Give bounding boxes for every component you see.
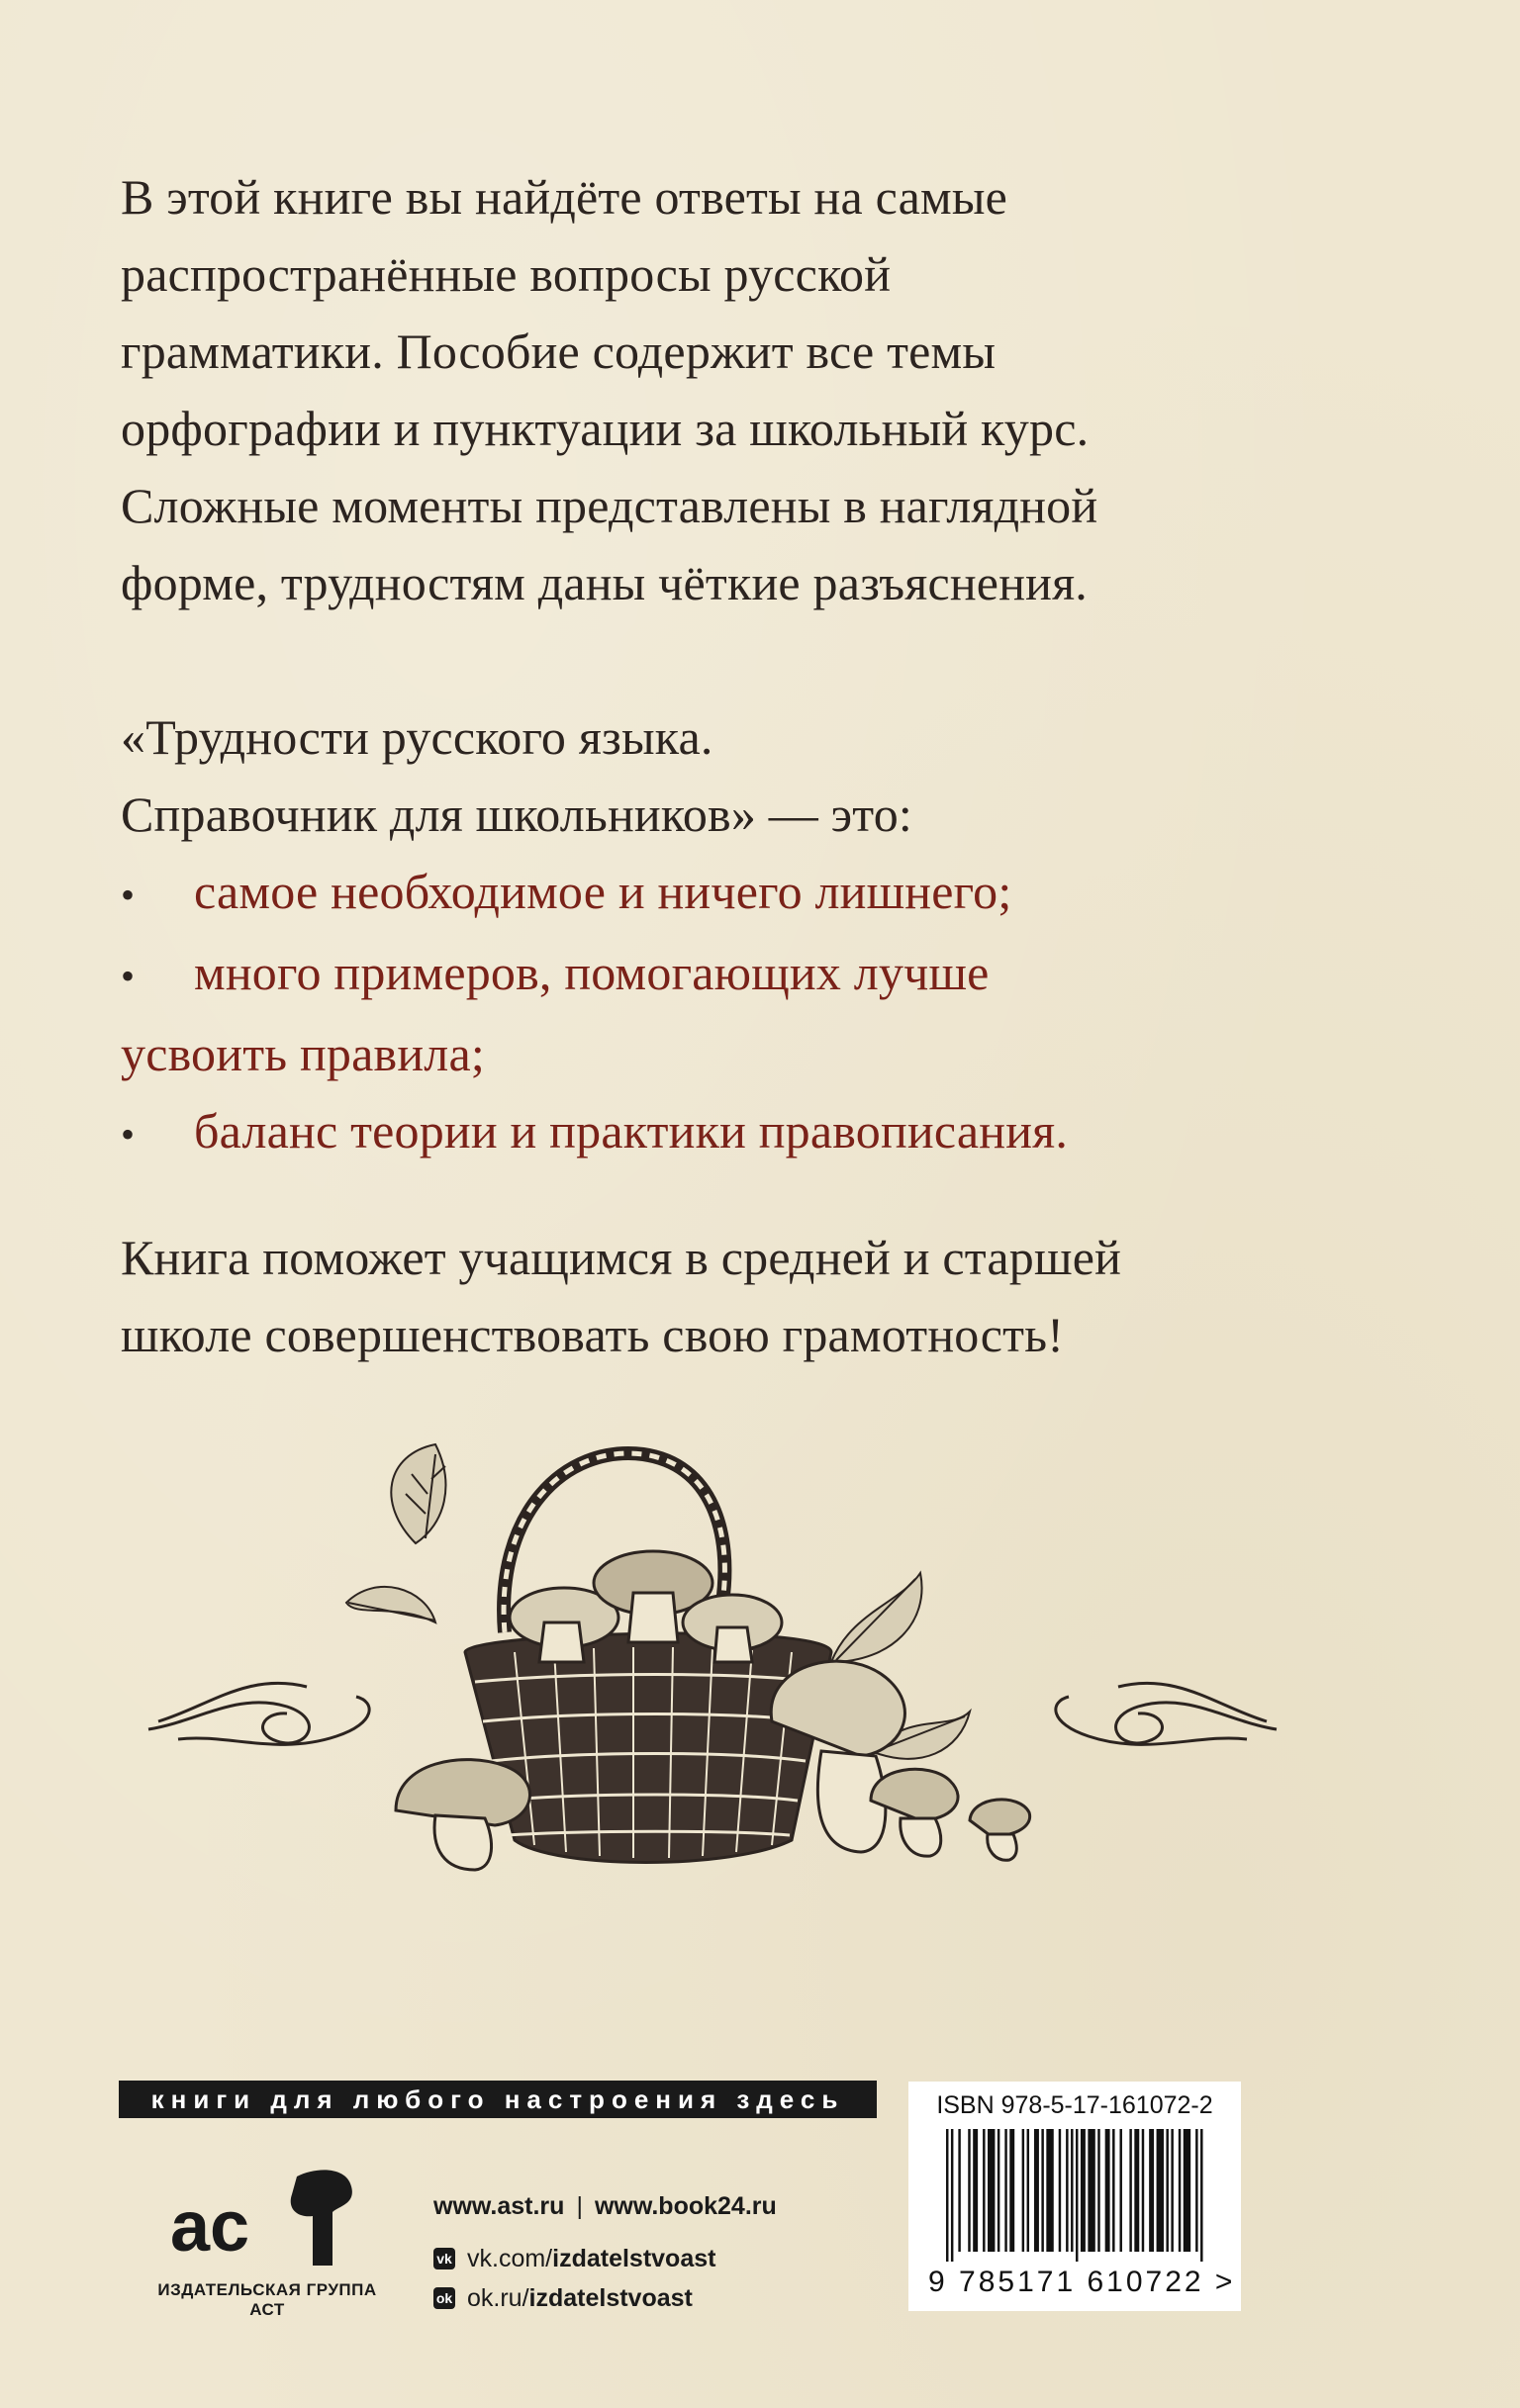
feature-item bbox=[121, 853, 1427, 934]
intro-line: распространённые вопросы русской bbox=[121, 246, 892, 302]
barcode-bar bbox=[1142, 2129, 1144, 2252]
intro-line: форме, трудностям даны чёткие разъяснения. bbox=[121, 555, 1089, 610]
barcode-bar bbox=[1157, 2129, 1164, 2252]
barcode-bar bbox=[1129, 2129, 1131, 2252]
barcode-bar bbox=[1004, 2129, 1006, 2252]
ok-prefix: ok.ru/ bbox=[467, 2283, 529, 2312]
feature-text: самое необходимое и ничего лишнего; bbox=[194, 864, 1012, 919]
barcode-bar bbox=[1179, 2129, 1181, 2252]
ok-row[interactable] bbox=[433, 2281, 777, 2315]
ok-icon: ok bbox=[433, 2287, 455, 2309]
website-row bbox=[433, 2186, 777, 2226]
ok-handle: izdatelstvoast bbox=[528, 2283, 693, 2312]
closing-line: школе совершенствовать свою грамотность! bbox=[121, 1307, 1065, 1362]
barcode-bar bbox=[1027, 2129, 1029, 2252]
intro-paragraph bbox=[121, 158, 1427, 621]
barcode-bar bbox=[968, 2129, 970, 2252]
contact-links bbox=[433, 2186, 777, 2321]
ast-logo-icon bbox=[148, 2157, 376, 2275]
barcode-bar bbox=[998, 2129, 999, 2252]
publisher-name: ИЗДАТЕЛЬСКАЯ ГРУППА АСТ bbox=[157, 2280, 377, 2319]
vk-handle: izdatelstvoast bbox=[552, 2244, 716, 2272]
closing-line: Книга поможет учащимся в средней и старшей bbox=[121, 1230, 1122, 1285]
features-heading: «Трудности русского языка. bbox=[121, 709, 713, 765]
vk-icon: vk bbox=[433, 2248, 455, 2269]
feature-item bbox=[121, 934, 1427, 1015]
bullet-icon: • bbox=[121, 873, 136, 917]
features-block bbox=[121, 698, 1427, 1173]
barcode-bar bbox=[1166, 2129, 1168, 2252]
feature-text: много примеров, помогающих лучше bbox=[194, 945, 990, 1000]
barcode-bar bbox=[1097, 2129, 1099, 2252]
intro-line: Сложные моменты представлены в наглядной bbox=[121, 478, 1098, 533]
isbn-barcode-box bbox=[908, 2082, 1241, 2311]
barcode-bar bbox=[983, 2129, 985, 2252]
barcode-bar bbox=[1119, 2129, 1121, 2252]
barcode-bar bbox=[1134, 2129, 1139, 2252]
vk-prefix: vk.com/ bbox=[467, 2244, 553, 2272]
barcode-bar bbox=[1105, 2129, 1110, 2252]
barcode-digits: 9 785171 610722 > bbox=[928, 2266, 1236, 2298]
vk-row[interactable] bbox=[433, 2242, 777, 2275]
barcode-bar bbox=[1081, 2129, 1086, 2252]
barcode-bar bbox=[1088, 2129, 1094, 2252]
barcode-bar bbox=[1046, 2129, 1053, 2252]
barcode-bar bbox=[958, 2129, 960, 2252]
mushroom-basket-icon bbox=[139, 1425, 1286, 1890]
barcode-bar bbox=[1200, 2129, 1202, 2262]
barcode-bar bbox=[988, 2129, 995, 2252]
intro-line: орфографии и пунктуации за школьный курс. bbox=[121, 401, 1090, 456]
barcode-bar bbox=[1149, 2129, 1154, 2252]
barcode-bar bbox=[1041, 2129, 1043, 2252]
barcode-bar bbox=[946, 2129, 948, 2262]
logo-text: ac bbox=[170, 2187, 250, 2267]
feature-item bbox=[121, 1092, 1427, 1173]
barcode-bar bbox=[1034, 2129, 1039, 2252]
barcode-bar bbox=[1195, 2129, 1197, 2252]
barcode-icon bbox=[946, 2129, 1205, 2262]
barcode-bar bbox=[1071, 2129, 1073, 2252]
barcode-bar bbox=[1076, 2129, 1078, 2262]
closing-paragraph bbox=[121, 1219, 1427, 1373]
barcode-bar bbox=[1022, 2129, 1024, 2252]
barcode-bar bbox=[1171, 2129, 1173, 2252]
features-heading: Справочник для школьников» — это: bbox=[121, 787, 912, 842]
isbn-label: ISBN 978-5-17-161072-2 bbox=[936, 2091, 1213, 2119]
website-link-ast[interactable]: www.ast.ru bbox=[433, 2191, 565, 2220]
link-separator: | bbox=[576, 2191, 583, 2220]
website-link-book24[interactable]: www.book24.ru bbox=[594, 2191, 777, 2220]
feature-text: баланс теории и практики правописания. bbox=[194, 1103, 1069, 1158]
barcode-bar bbox=[951, 2129, 953, 2262]
barcode-bar bbox=[1009, 2129, 1014, 2252]
intro-line: грамматики. Пособие содержит все темы bbox=[121, 324, 997, 379]
barcode-bar bbox=[1112, 2129, 1114, 2252]
barcode-bar bbox=[1184, 2129, 1190, 2252]
bullet-icon: • bbox=[121, 954, 136, 998]
barcode-bar bbox=[973, 2129, 978, 2252]
tagline-banner: книги для любого настроения здесь bbox=[119, 2081, 877, 2118]
barcode-bar bbox=[1066, 2129, 1068, 2252]
bullet-icon: • bbox=[121, 1112, 136, 1157]
intro-line: В этой книге вы найдёте ответы на самые bbox=[121, 169, 1008, 225]
feature-text-continued: усвоить правила; bbox=[121, 1026, 485, 1081]
barcode-bar bbox=[1059, 2129, 1061, 2252]
